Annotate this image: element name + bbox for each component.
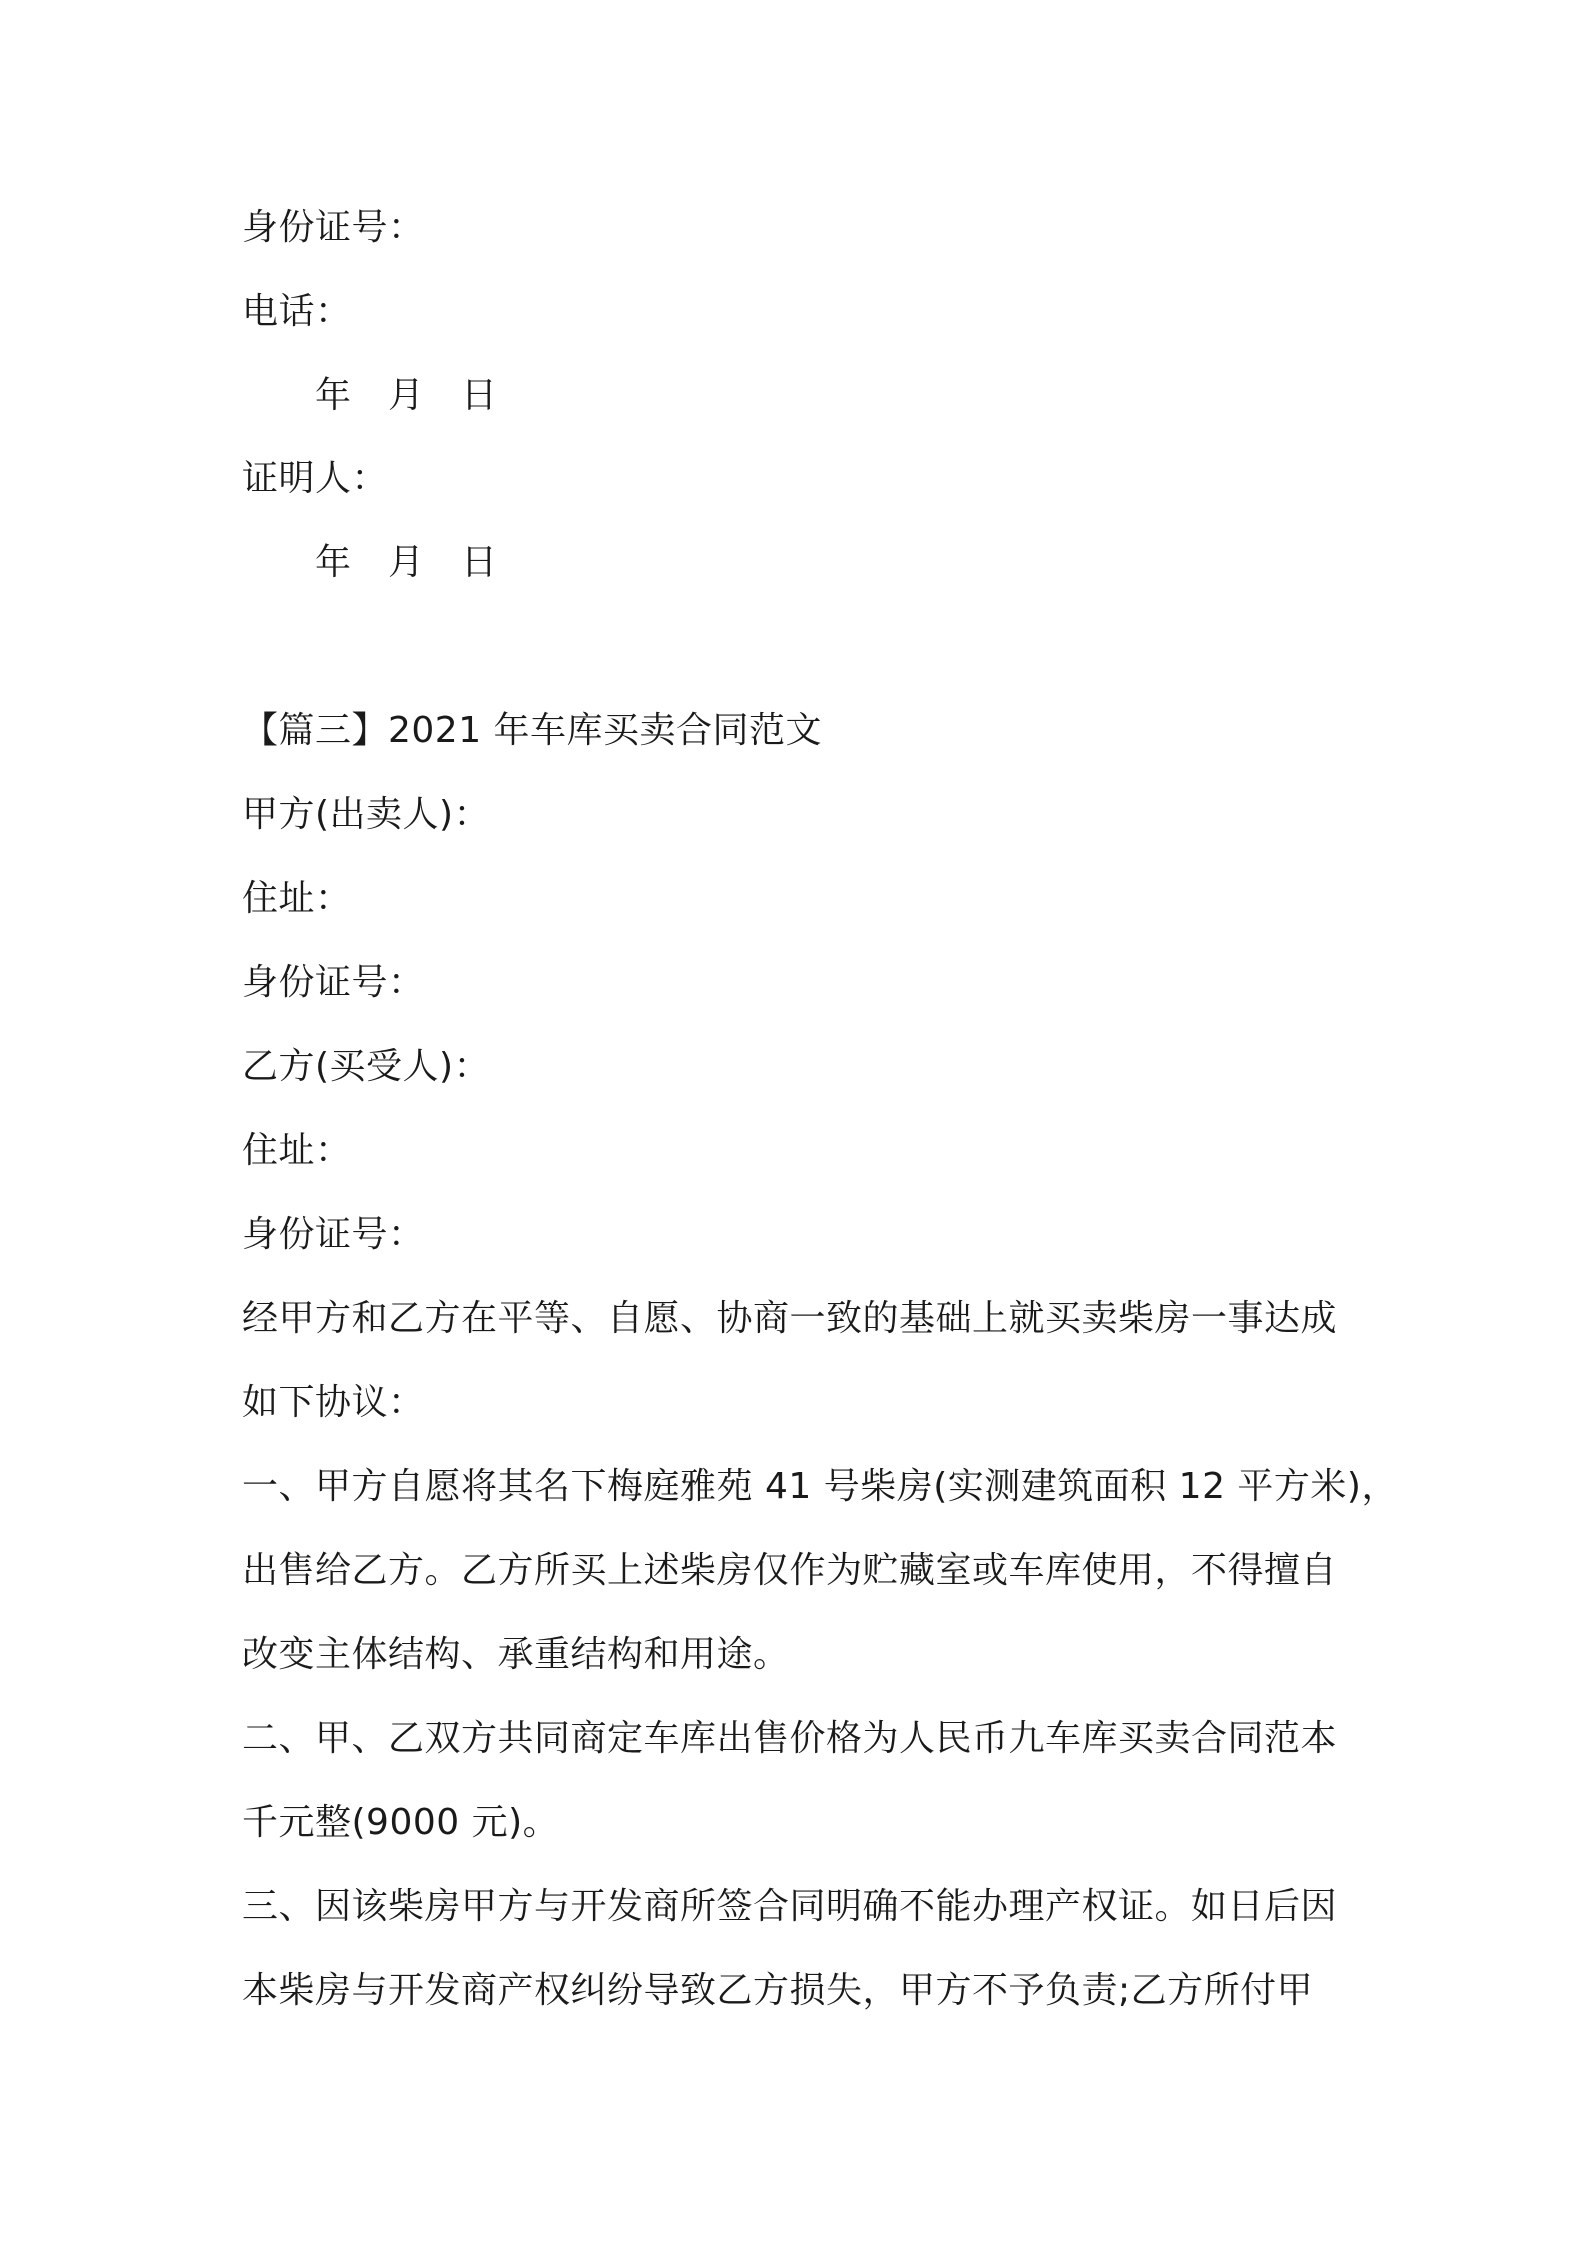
body-line: 如下协议： xyxy=(242,1382,425,1423)
party-b-label: 乙方(买受人)： xyxy=(242,1046,491,1087)
body-line: 一、甲方自愿将其名下梅庭雅苑 41 号柴房(实测建筑面积 12 平方米)， xyxy=(242,1466,1398,1507)
witness-date-line: 年 月 日 xyxy=(315,542,498,583)
witness-label: 证明人： xyxy=(242,458,389,499)
body-line: 千元整(9000 元)。 xyxy=(242,1802,560,1843)
party-a-address: 住址： xyxy=(242,878,352,919)
body-line: 本柴房与开发商产权纠纷导致乙方损失，甲方不予负责;乙方所付甲 xyxy=(242,1970,1314,2011)
body-line: 经甲方和乙方在平等、自愿、协商一致的基础上就买卖柴房一事达成 xyxy=(242,1298,1338,1339)
section-heading: 【篇三】2021 年车库买卖合同范文 xyxy=(242,710,823,751)
date-line: 年 月 日 xyxy=(315,375,498,416)
party-b-address: 住址： xyxy=(242,1130,352,1171)
id-number-label: 身份证号： xyxy=(242,207,425,248)
body-line: 二、甲、乙双方共同商定车库出售价格为人民币九车库买卖合同范本 xyxy=(242,1718,1338,1759)
body-line: 改变主体结构、承重结构和用途。 xyxy=(242,1634,790,1675)
phone-label: 电话： xyxy=(242,291,352,332)
party-a-label: 甲方(出卖人)： xyxy=(242,794,491,835)
party-a-id: 身份证号： xyxy=(242,962,425,1003)
body-line: 出售给乙方。乙方所买上述柴房仅作为贮藏室或车库使用，不得擅自 xyxy=(242,1550,1338,1591)
party-b-id: 身份证号： xyxy=(242,1214,425,1255)
body-line: 三、因该柴房甲方与开发商所签合同明确不能办理产权证。如日后因 xyxy=(242,1886,1338,1927)
